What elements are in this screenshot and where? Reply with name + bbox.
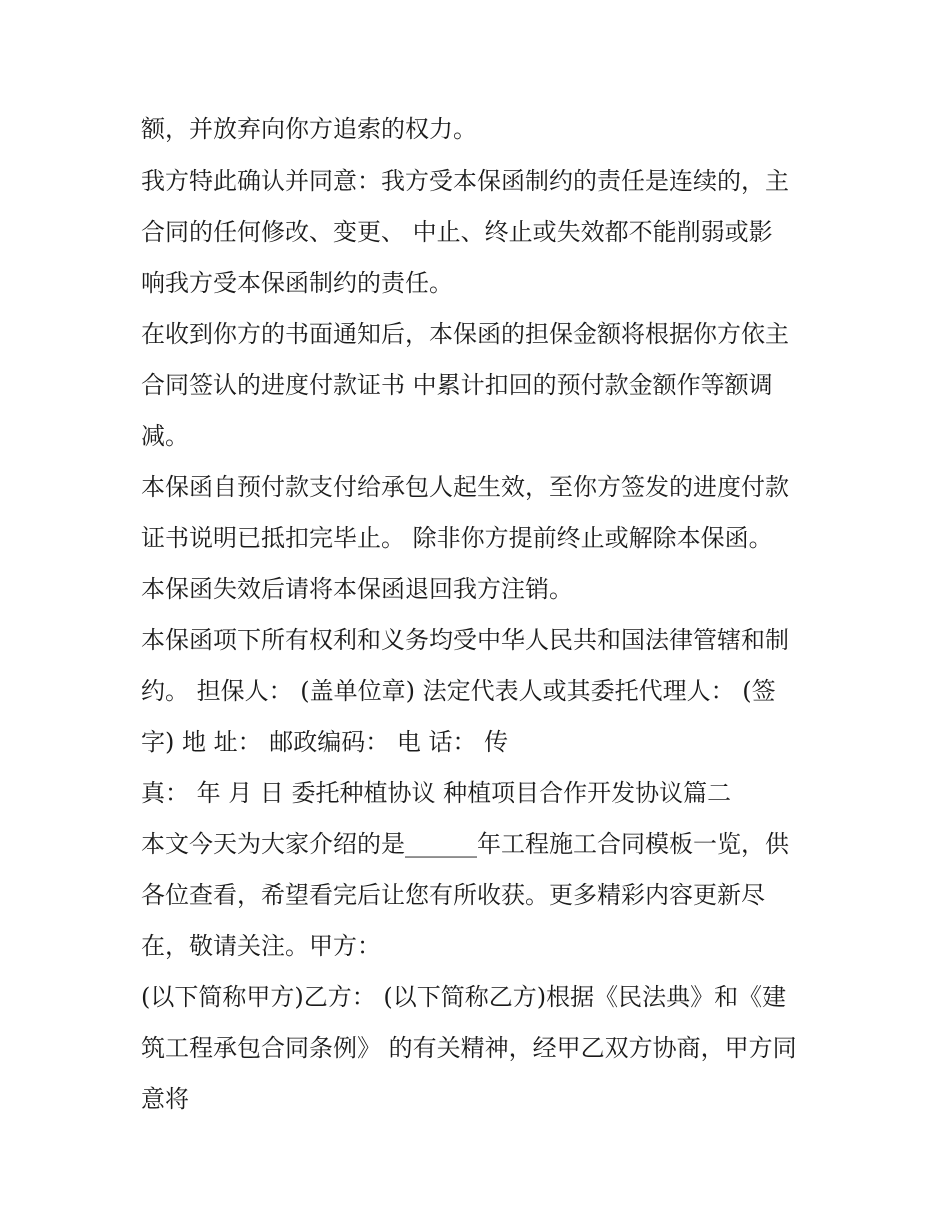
text-line: 响我方受本保函制约的责任。 <box>141 269 453 297</box>
text-line: 额，并放弃向你方追索的权力。 <box>141 115 477 143</box>
text-line: 各位查看，希望看完后让您有所收获。更多精彩内容更新尽 <box>141 881 765 909</box>
text-line: 约。 担保人： (盖单位章) 法定代表人或其委托代理人： (签 <box>141 677 776 705</box>
text-line: 我方特此确认并同意：我方受本保函制约的责任是连续的，主 <box>141 167 789 195</box>
text-line: 证书说明已抵扣完毕止。 除非你方提前终止或解除本保函。 <box>141 524 773 552</box>
text-line: 合同签认的进度付款证书 中累计扣回的预付款金额作等额调 <box>141 371 773 399</box>
text-line: 字) 地 址： 邮政编码： 电 话： 传 <box>141 728 509 756</box>
text-line: 在收到你方的书面通知后，本保函的担保金额将根据你方依主 <box>141 320 789 348</box>
text-line: 本保函自预付款支付给承包人起生效，至你方签发的进度付款 <box>141 473 789 501</box>
text-line: 本文今天为大家介绍的是______年工程施工合同模板一览，供 <box>141 830 789 858</box>
text-line: 减。 <box>141 422 189 450</box>
text-line: 筑工程承包合同条例》 的有关精神，经甲乙双方协商，甲方同 <box>141 1034 797 1062</box>
text-line: 在，敬请关注。甲方： <box>141 932 381 960</box>
text-line: 本保函失效后请将本保函退回我方注销。 <box>141 575 573 603</box>
text-line: 意将 <box>141 1085 189 1113</box>
text-line: 真： 年 月 日 委托种植协议 种植项目合作开发协议篇二 <box>141 779 732 807</box>
text-line: 合同的任何修改、变更、 中止、终止或失效都不能削弱或影 <box>141 218 773 246</box>
text-line: 本保函项下所有权利和义务均受中华人民共和国法律管辖和制 <box>141 626 789 654</box>
text-line: (以下简称甲方)乙方： (以下简称乙方)根据《民法典》和《建 <box>141 983 787 1011</box>
